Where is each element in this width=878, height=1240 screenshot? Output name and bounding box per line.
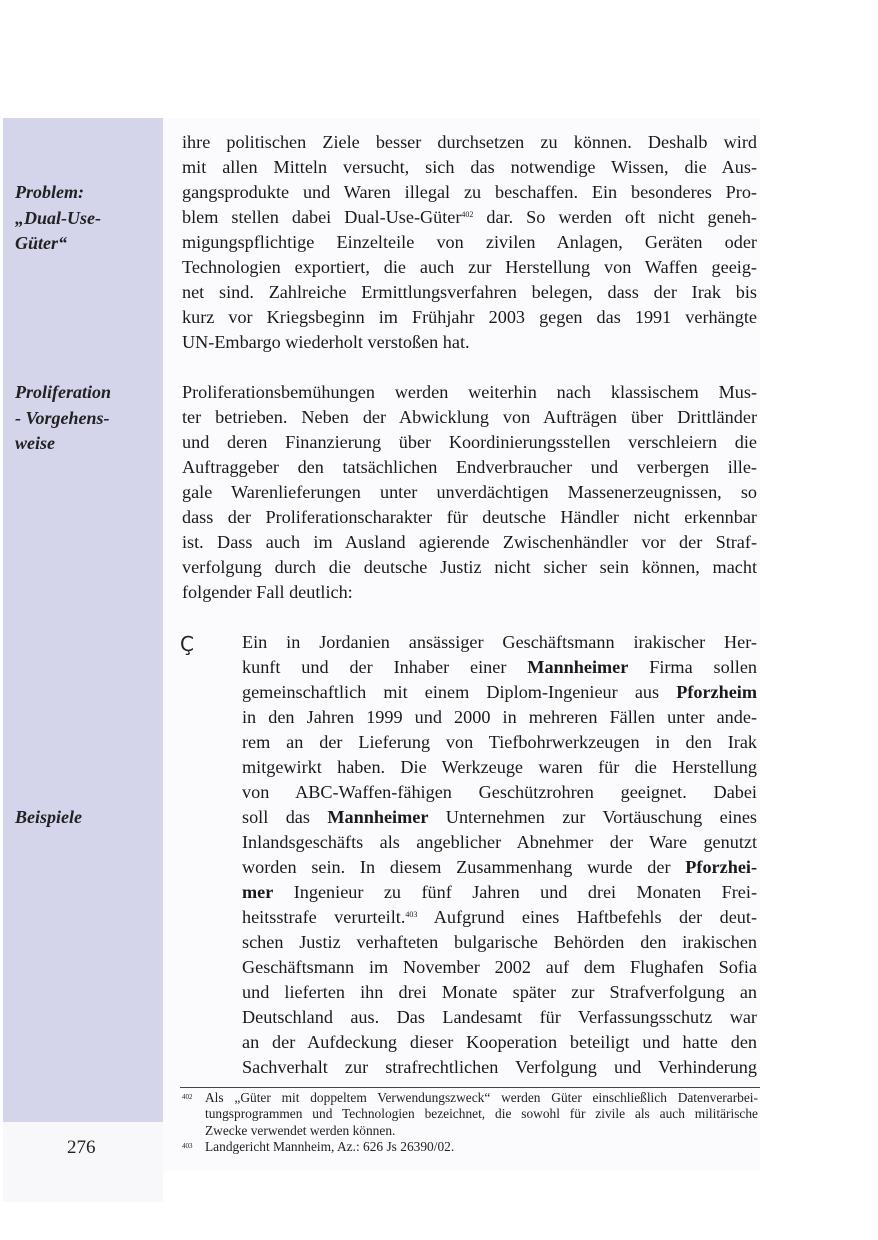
margin-note-line: weise	[15, 433, 55, 453]
text-line: von ABC-Waffen-fähigen Geschützrohren geeignet. Dabei	[242, 782, 757, 802]
text-line: Geschäftsmann im November 2002 auf dem Flughafen Sofia	[242, 957, 757, 977]
footnotes	[182, 1090, 758, 1155]
margin-note-line: Beispiele	[15, 807, 82, 827]
text-span: worden sein. In diesem Zusammenhang wurde der	[242, 857, 686, 877]
margin-note-beispiele	[15, 805, 155, 831]
bold-term: Pforzheim	[676, 682, 757, 702]
bold-term: Pforzhei-	[685, 857, 757, 877]
text-line: Auftraggeber den tatsächlichen Endverbraucher und verbergen ille-	[182, 457, 757, 477]
footnote-ref-403: 403	[405, 910, 418, 919]
text-span: heitsstrafe verurteilt.	[242, 907, 406, 927]
paragraph-dual-use	[182, 130, 757, 355]
text-line: schen Justiz verhafteten bulgarische Behörden den irakischen	[242, 932, 757, 952]
text-span: Unternehmen zur Vortäuschung eines	[428, 807, 757, 827]
text-line	[242, 855, 757, 880]
footnote-ref-402: 402	[461, 210, 474, 219]
text-line: Technologien exportiert, die auch zur Herstellung von Waffen geeig-	[182, 257, 757, 277]
text-line: verfolgung durch die deutsche Justiz nicht sicher sein können, macht	[182, 557, 757, 577]
text-line: und deren Finanzierung über Koordinierungsstellen verschleiern die	[182, 432, 757, 452]
page-number-area	[3, 1122, 163, 1202]
footnote-divider	[180, 1087, 760, 1088]
text-line: Deutschland aus. Das Landesamt für Verfassungsschutz war	[242, 1007, 757, 1027]
text-line: ter betrieben. Neben der Abwicklung von Aufträgen über Drittländer	[182, 407, 757, 427]
text-line: kurz vor Kriegsbeginn im Frühjahr 2003 gegen das 1991 verhängte	[182, 307, 757, 327]
text-span: Aufgrund eines Haftbefehls der deut-	[417, 907, 757, 927]
text-line: Sachverhalt zur strafrechtlichen Verfolgung und Verhinderung	[242, 1057, 757, 1077]
footnote-number: 402	[182, 1093, 193, 1101]
footnote-403	[182, 1139, 758, 1155]
margin-note-line: Güter“	[15, 233, 68, 253]
text-line: ihre politischen Ziele besser durchsetzen zu können. Deshalb wird	[182, 132, 757, 152]
text-line: gale Warenlieferungen unter unverdächtigen Massenerzeugnissen, so	[182, 482, 757, 502]
text-line: Proliferationsbemühungen werden weiterhin nach klassischem Mus-	[182, 382, 757, 402]
text-line	[242, 905, 757, 930]
footnote-line: Zwecke verwendet werden können.	[205, 1122, 396, 1138]
text-span: kunft und der Inhaber einer	[242, 657, 528, 677]
text-line: in den Jahren 1999 und 2000 in mehreren Fällen unter ande-	[242, 707, 757, 727]
text-line: Ein in Jordanien ansässiger Geschäftsmann irakischer Her-	[242, 632, 757, 652]
text-line: Inlandsgeschäfts als angeblicher Abnehmer der Ware genutzt	[242, 832, 757, 852]
text-line: UN-Embargo wiederholt verstoßen hat.	[182, 332, 470, 352]
text-line	[242, 680, 757, 705]
paragraph-proliferation	[182, 380, 757, 605]
text-span: blem stellen dabei Dual-Use-Güter	[182, 207, 462, 227]
text-line: an der Aufdeckung dieser Kooperation beteiligt und hatte den	[242, 1032, 757, 1052]
text-span: gemeinschaftlich mit einem Diplom-Ingenieur aus	[242, 682, 677, 702]
margin-note-line: - Vorgehens-	[15, 407, 110, 428]
text-span: dar. So werden oft nicht geneh-	[473, 207, 757, 227]
margin-note-line: „Dual-Use-	[15, 207, 101, 228]
bold-term: Mannheimer	[527, 657, 629, 677]
bullet-icon: Ç	[180, 632, 194, 656]
margin-note-problem	[15, 180, 155, 257]
footnote-line: tungsprogrammen und Technologien bezeichnet, die sowohl für zivile als auch militärische	[205, 1106, 758, 1122]
text-line: und lieferten ihn drei Monate später zur Strafverfolgung an	[242, 982, 757, 1002]
example-item	[242, 630, 757, 1080]
text-line	[182, 205, 757, 230]
bold-term: mer	[242, 882, 274, 902]
text-line	[242, 805, 757, 830]
text-line	[242, 655, 757, 680]
text-span: Firma sollen	[628, 657, 757, 677]
margin-note-line: Proliferation	[15, 382, 112, 402]
bold-term: Mannheimer	[327, 807, 429, 827]
footnote-line: Als „Güter mit doppeltem Verwendungszweck“ werden Güter einschließlich Datenverarbei-	[205, 1090, 758, 1105]
text-line: rem an der Lieferung von Tiefbohrwerkzeugen in den Irak	[242, 732, 757, 752]
text-line: net sind. Zahlreiche Ermittlungsverfahren belegen, dass der Irak bis	[182, 282, 757, 302]
footnote-line: Landgericht Mannheim, Az.: 626 Js 26390/02.	[205, 1138, 455, 1154]
footnote-number: 403	[182, 1141, 193, 1150]
text-line	[242, 880, 757, 905]
text-line: gangsprodukte und Waren illegal zu beschaffen. Ein besonderes Pro-	[182, 182, 757, 202]
text-span: Ingenieur zu fünf Jahren und drei Monaten Frei-	[273, 882, 757, 902]
margin-note-line: Problem:	[15, 182, 84, 202]
margin-note-proliferation	[15, 380, 155, 457]
footnote-402	[182, 1090, 758, 1139]
text-line: folgender Fall deutlich:	[182, 582, 353, 602]
text-span: soll das	[242, 807, 328, 827]
page-number: 276	[67, 1137, 96, 1158]
text-line: mit allen Mitteln versucht, sich das notwendige Wissen, die Aus-	[182, 157, 757, 177]
text-line: migungspflichtige Einzelteile von zivilen Anlagen, Geräten oder	[182, 232, 757, 252]
text-line: ist. Dass auch im Ausland agierende Zwischenhändler vor der Straf-	[182, 532, 757, 552]
text-line: mitgewirkt haben. Die Werkzeuge waren für die Herstellung	[242, 757, 757, 777]
text-line: dass der Proliferationscharakter für deutsche Händler nicht erkennbar	[182, 507, 757, 527]
margin-sidebar	[3, 118, 163, 1122]
